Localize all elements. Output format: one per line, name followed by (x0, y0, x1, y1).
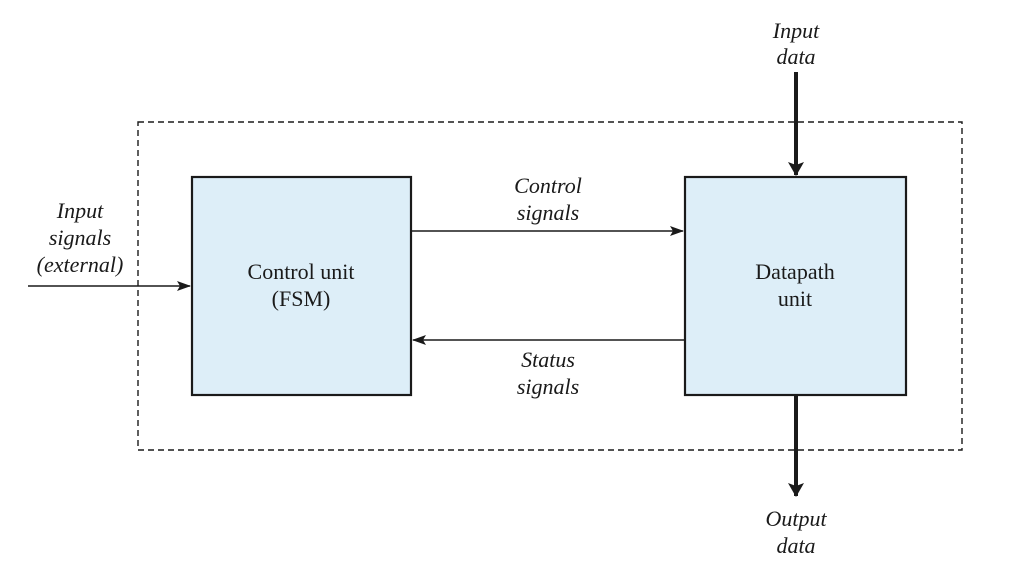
control-unit-label-line1: Control unit (247, 259, 355, 284)
output-data-label-line2: data (776, 533, 816, 558)
input-signals-label-line3: (external) (36, 252, 124, 277)
status-signals-label-line2: signals (516, 374, 580, 399)
input-data-label-line1: Input (772, 18, 820, 43)
datapath-unit-label-line2: unit (777, 286, 813, 311)
control-signals-label-line1: Control (514, 173, 582, 198)
status-signals-label-line1: Status (521, 347, 575, 372)
output-data-label-line1: Output (765, 506, 827, 531)
control-unit-label-line2: (FSM) (271, 286, 331, 311)
control-signals-label-line2: signals (516, 200, 580, 225)
input-data-label-line2: data (776, 44, 816, 69)
input-signals-label-line2: signals (48, 225, 112, 250)
input-signals-label-line1: Input (56, 198, 104, 223)
datapath-unit-label-line1: Datapath (755, 259, 835, 284)
